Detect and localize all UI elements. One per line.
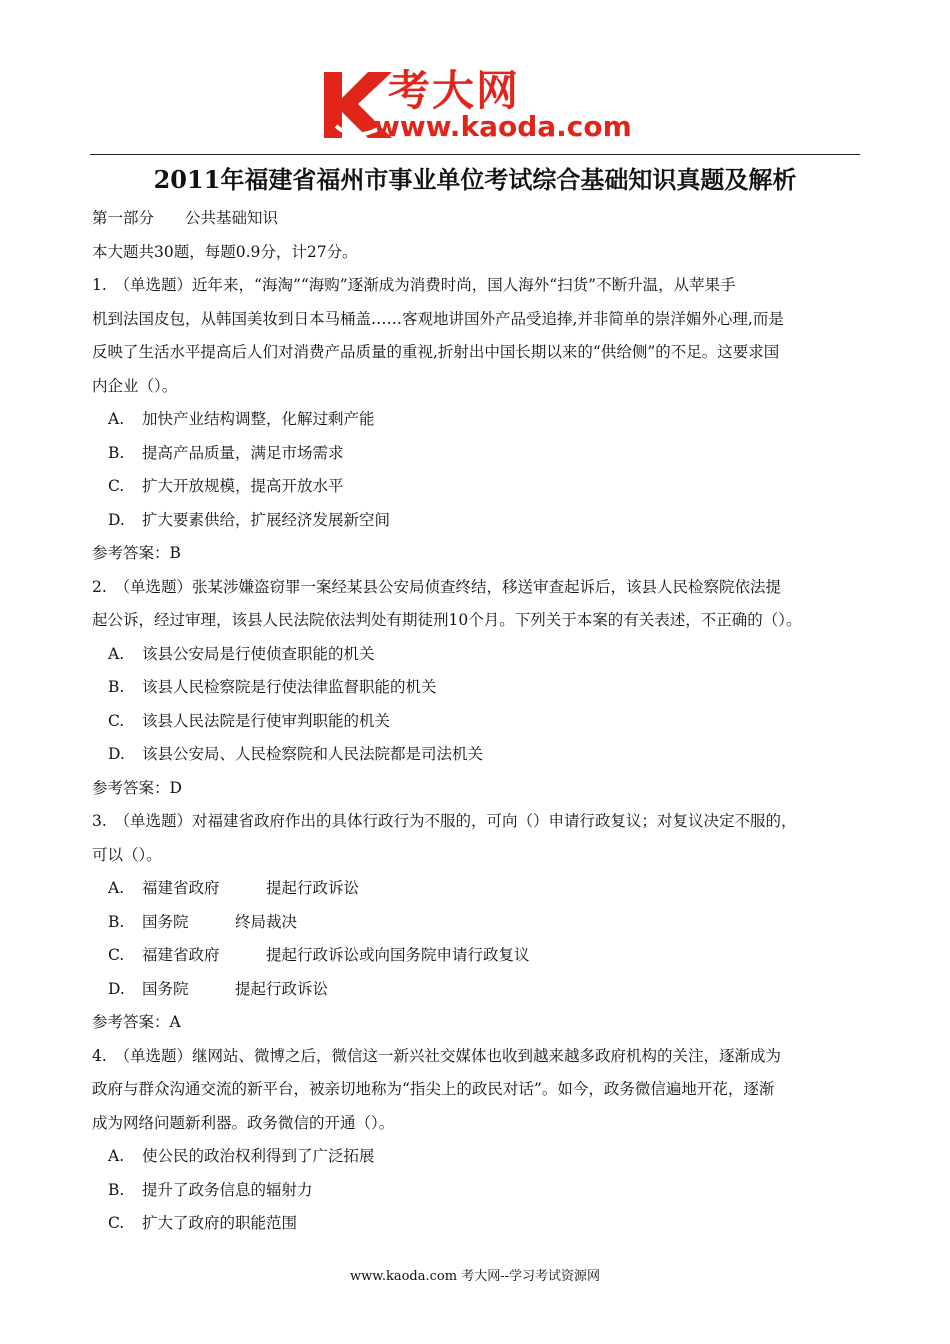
question-block bbox=[92, 269, 866, 571]
option-letter: D. bbox=[108, 510, 125, 529]
option-text: 福建省政府 提起行政诉讼或向国务院申请行政复议 bbox=[142, 946, 530, 964]
question-text-line: 1. （单选题）近年来，“海淘”“海购”逐渐成为消费时尚，国人海外“扫货”不断升温，从苹果手 bbox=[92, 276, 736, 294]
option-letter: C. bbox=[108, 477, 125, 495]
question-block bbox=[92, 1040, 866, 1241]
question-block bbox=[92, 571, 866, 806]
option-letter: A. bbox=[108, 644, 125, 663]
header-divider bbox=[90, 154, 860, 155]
answer-option bbox=[92, 939, 866, 973]
answer-option bbox=[92, 872, 866, 906]
option-letter: A. bbox=[108, 879, 125, 897]
option-text: 福建省政府 提起行政诉讼 bbox=[142, 879, 360, 897]
option-text: 该县公安局、人民检察院和人民法院都是司法机关 bbox=[142, 745, 484, 763]
option-text: 使公民的政治权利得到了广泛拓展 bbox=[142, 1147, 375, 1165]
answer-option bbox=[92, 437, 866, 471]
answer-option bbox=[92, 470, 866, 504]
option-text: 该县公安局是行使侦查职能的机关 bbox=[142, 644, 375, 663]
question-text-line: 4. （单选题）继网站、微博之后，微信这一新兴社交媒体也收到越来越多政府机构的关注，逐渐成为 bbox=[92, 1046, 782, 1065]
option-text: 提升了政务信息的辐射力 bbox=[142, 1180, 313, 1199]
document-title: 2011年福建省福州市事业单位考试综合基础知识真题及解析 bbox=[153, 165, 797, 194]
answer-option bbox=[92, 504, 866, 538]
question-block bbox=[92, 805, 866, 1040]
option-text: 扩大了政府的职能范围 bbox=[142, 1214, 298, 1232]
reference-answer: 参考答案：B bbox=[92, 544, 181, 562]
logo-url-text: www.kaoda.com bbox=[374, 110, 632, 143]
answer-option bbox=[92, 671, 866, 705]
option-text: 该县人民检察院是行使法律监督职能的机关 bbox=[142, 678, 437, 696]
answer-option bbox=[92, 1174, 866, 1208]
section-description: 本大题共30题，每题0.9分，计27分。 bbox=[92, 242, 358, 261]
option-letter: B. bbox=[108, 443, 125, 462]
question-text-line: 可以（）。 bbox=[92, 845, 162, 864]
question-text-line: 内企业（）。 bbox=[92, 376, 178, 395]
question-text-line: 成为网络问题新利器。政务微信的开通（）。 bbox=[92, 1113, 395, 1132]
option-letter: C. bbox=[108, 711, 125, 730]
question-text-line: 政府与群众沟通交流的新平台，被亲切地称为“指尖上的政民对话”。如今，政务微信遍地开花，逐渐 bbox=[92, 1080, 775, 1098]
reference-answer: 参考答案：A bbox=[92, 1013, 181, 1031]
option-letter: D. bbox=[108, 979, 125, 998]
question-text-line: 起公诉，经过审理，该县人民法院依法判处有期徒刑10个月。下列关于本案的有关表述，不正确的（）。 bbox=[92, 611, 802, 629]
option-letter: A. bbox=[108, 410, 125, 428]
question-text-line: 3. （单选题）对福建省政府作出的具体行政行为不服的，可向（）申请行政复议；对复议决定不服的， bbox=[92, 812, 797, 830]
answer-option bbox=[92, 1140, 866, 1174]
answer-option bbox=[92, 705, 866, 739]
option-text: 国务院 终局裁决 bbox=[142, 912, 298, 931]
option-text: 该县人民法院是行使审判职能的机关 bbox=[142, 711, 391, 730]
page-footer: www.kaoda.com 考大网--学习考试资源网 bbox=[350, 1269, 600, 1284]
option-text: 提高产品质量，满足市场需求 bbox=[142, 443, 344, 462]
option-text: 扩大要素供给，扩展经济发展新空间 bbox=[142, 510, 391, 529]
question-text-line: 2. （单选题）张某涉嫌盗窃罪一案经某县公安局侦查终结，移送审查起诉后，该县人民检察院依法提 bbox=[92, 577, 782, 596]
option-text: 国务院 提起行政诉讼 bbox=[142, 979, 329, 998]
option-letter: C. bbox=[108, 1214, 125, 1232]
section-heading: 第一部分 公共基础知识 bbox=[92, 209, 279, 227]
answer-option bbox=[92, 738, 866, 772]
answer-option bbox=[92, 1207, 866, 1241]
option-letter: B. bbox=[108, 912, 125, 931]
option-letter: B. bbox=[108, 678, 125, 696]
question-text-line: 反映了生活水平提高后人们对消费产品质量的重视,折射出中国长期以来的“供给侧”的不足。这要求国 bbox=[92, 343, 780, 361]
answer-option bbox=[92, 906, 866, 940]
option-text: 扩大开放规模，提高开放水平 bbox=[142, 477, 344, 495]
option-letter: D. bbox=[108, 745, 125, 763]
reference-answer: 参考答案：D bbox=[92, 778, 182, 797]
answer-option bbox=[92, 403, 866, 437]
option-text: 加快产业结构调整，化解过剩产能 bbox=[142, 410, 375, 428]
option-letter: A. bbox=[108, 1147, 125, 1165]
option-letter: B. bbox=[108, 1180, 125, 1199]
document-body bbox=[92, 202, 866, 1241]
logo-chinese-text: 考大网 bbox=[388, 66, 521, 115]
answer-option bbox=[92, 973, 866, 1007]
kaoda-logo bbox=[318, 60, 648, 146]
answer-option bbox=[92, 638, 866, 672]
question-text-line: 机到法国皮包，从韩国美妆到日本马桶盖……客观地讲国外产品受追捧,并非简单的崇洋媚外心理,而是 bbox=[92, 309, 784, 328]
option-letter: C. bbox=[108, 946, 125, 964]
